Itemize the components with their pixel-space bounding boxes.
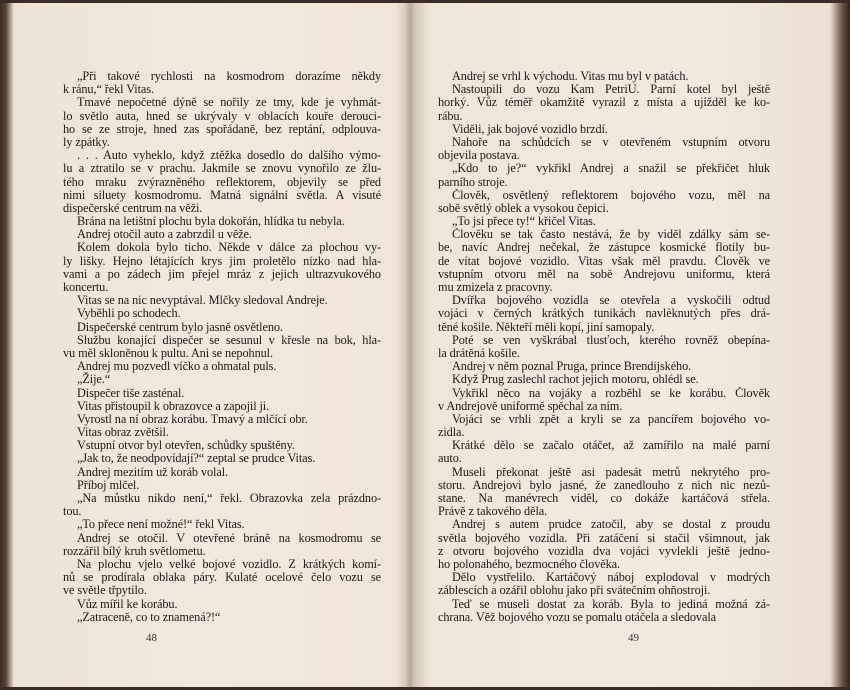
text-line: dispečerské centrum na věži. [63,200,203,215]
text-line: Právě z takového děla. [438,504,548,519]
left-page-text [63,70,381,624]
text-line: la drátěná košile. [438,345,520,360]
text-line: rozzářil bílý kruh světlometu. [63,543,206,558]
text-line: lu a ztratilo se v prachu. Jakmile se znovu vynořilo ze žlu- [63,162,381,176]
text-line: Nahoře na schůdcích se v otevřeném vstupním otvoru [452,135,770,149]
text-line: Vykřikl něco na vojáky a rozběhl se ke korábu. Člověk [452,386,770,400]
left-page [0,0,410,690]
text-line: Vitas se na nic nevyptával. Mlčky sledoval Andreje. [77,293,328,308]
text-line: koncertu. [63,280,109,294]
text-line: de vítat bojové vozidlo. Vitas však měl pravdu. Člověk ve [438,254,770,268]
text-line: Teď se museli dostat za koráb. Byla to jediná možná zá- [452,597,770,611]
text-line: be, navíc Andrej nečekal, že zástupce kosmické flotily bu- [438,241,770,255]
text-line: lo světlo auta, hned se ukrývaly v oblacích kouře derouci- [63,109,381,123]
text-line: Když Prug zaslechl rachot jejich motoru, ohlédl se. [452,372,699,387]
text-line: Andrej otočil auto a zabrzdil u věže. [77,227,252,242]
right-page-text [438,70,770,624]
text-line: „Na můstku nikdo není,“ řekl. Obrazovka zela prázdno- [77,492,381,505]
text-line: vu měl skloněnou k pultu. Ani se nepohnul. [63,345,273,360]
text-line: ly lišky. Hejno létajících krys jim proletělo nízko nad hla- [63,254,381,268]
text-line: Tmavé nepočetné dýně se nořily ze tmy, kde je vyhmát- [77,96,381,110]
text-line: Andrej mezitím už koráb volal. [77,464,229,479]
text-line: parního stroje. [438,174,508,189]
text-line: vojáci v černých krátkých tunikách navlèknutých přes drá- [438,307,770,321]
text-line: Andrej v něm poznal Pruga, prince Brendijského. [452,359,692,374]
text-line: Vstupní otvor byl otevřen, schůdky spuštěny. [77,438,295,453]
text-line: Službu konající dispečer se sesunul v křesle na bok, hla- [77,333,381,347]
right-page [410,0,850,690]
text-line: Andrej s autem prudce zatočil, aby se dostal z proudu [452,518,770,532]
text-line: Poté se ven vyškrábal tlusťoch, kterého rovněž obepína- [452,333,770,347]
text-line: záblescích a ozářil oblohu jako při svátečním ohňostroji. [438,583,711,598]
text-line: „Jak to, že neodpovídají?“ zeptal se prudce Vitas. [77,451,316,466]
text-line: rábu. [438,108,463,123]
text-line: Andrej se otočil. V otevřené bráně na kosmodromu se [77,531,381,545]
text-line: sobě světlý oblek a vysokou čepici. [438,200,609,215]
text-line: ho se ze stroje, hned zas spořádaně, bez reptání, odplouva- [63,122,381,136]
text-line: Příboj mlčel. [77,477,140,492]
text-line: objevila postava. [438,148,520,163]
text-line: auto. [438,451,462,466]
text-line: k ránu,“ řekl Vitas. [63,82,154,97]
text-line: Člověk, osvětlený reflektorem bojového vozu, měl na [452,188,770,202]
text-line: vstupním otvoru měl na sobě Andrejovu uniformu, která [438,267,770,281]
text-line: Kolem dokola bylo ticho. Někde v dálce za plochou vy- [77,241,381,255]
text-line: Vitas přistoupil k obrazovce a zapojil ji. [77,398,270,413]
text-line: z otvoru bojového vozidla dva vojáci vyvlekli ještě jedno- [438,544,770,558]
text-line: vami a po zádech jim přejel mráz z jejich ultrazvukového [63,267,381,281]
text-line: horký. Vůz téměř okamžitě vyrazil z místa a ujížděl ke ko- [438,96,770,110]
text-line: Nastoupili do vozu Kam PetriU. Parní kotel byl ještě [452,83,770,97]
text-line: „Zatraceně, co to znamená?!“ [77,609,221,624]
text-line: tého mraku zvýrazněného reflektorem, objevily se před [63,175,381,189]
text-line: Na plochu vjelo velké bojové vozidlo. Z krátkých komí- [77,557,381,571]
text-line: Vyrostl na ní obraz korábu. Tmavý a mlčící obr. [77,411,308,426]
text-line: Dvířka bojového vozidla se otevřela a vyskočili odtud [452,294,770,308]
text-line: Dispečerské centrum bylo jasně osvětleno. [77,319,283,334]
text-line: Vyběhli po schodech. [77,306,181,321]
text-line: v Andrejově uniformě spěchal za ním. [438,398,623,413]
right-page-number: 49 [628,632,639,644]
text-line: „To jsi přece ty!“ křičel Vitas. [452,214,596,229]
text-line: tou. [63,504,82,519]
text-line: „Kdo to je?“ vykřikl Andrej a snažil se překřičet hluk [452,162,770,176]
text-line: stane. Na manévrech viděl, co dokáže kartáčová střela. [438,492,770,505]
left-page-number: 48 [146,632,157,644]
text-line: ve světle třpytilo. [63,583,147,598]
text-line: storu. Andrejovi bylo jasné, že zanedlouho z nich nic nezů- [438,478,770,492]
text-line: „To přece není možné!“ řekl Vitas. [77,517,245,532]
text-line: ly zpátky. [63,134,110,149]
text-line: Člověku se tak často nestává, že by viděl zdálky sám se- [452,228,770,242]
text-line: Brána na letištní plochu byla dokořán, hlídka tu nebyla. [77,214,345,229]
text-line: Viděli, jak bojové vozidlo brzdí. [452,121,608,136]
text-line: Dělo vystřelilo. Kartáčový náboj explodoval v modrých [452,571,770,585]
text-line: nimi siluety kosmodromu. Matná signální světla. A visuté [63,188,381,202]
text-line: . . . Auto vyheklo, když ztěžka dosedlo do dalšího výmo- [77,149,381,163]
text-line: mu zmizela z pracovny. [438,280,553,294]
text-line: Museli překonat ještě asi padesát metrů nekrytého pro- [452,465,770,479]
text-line: světla bojového vozidla. Při zatáčení si stačil všimnout, jak [438,531,770,545]
text-line: „Při takové rychlosti na kosmodrom dorazíme někdy [77,70,381,83]
text-line: Andrej mu pozvedl víčko a ohmatal puls. [77,359,277,374]
text-line: Dispečer tiše zasténal. [77,385,185,400]
text-line: ho polonahého, bezmocného člověka. [438,556,621,571]
text-line: Andrej se vrhl k východu. Vitas mu byl v patách. [452,69,689,83]
text-line: Vůz mířil ke korábu. [77,596,178,611]
text-line: Krátké dělo se začalo otáčet, až zamířilo na malé parní [452,439,770,453]
text-line: „Žije.“ [77,372,111,387]
text-line: Vojáci se vrhli zpět a kryli se za pancířem bojového vo- [452,412,770,426]
text-line: zidla. [438,425,465,440]
text-line: chrana. Věž bojového vozu se pomalu otáčela a sledovala [438,609,717,624]
text-line: těné košile. Někteří měli kopí, jiní samopaly. [438,319,655,334]
text-line: Vitas obraz zvětšil. [77,425,169,440]
text-line: nů se prodírala oblaka páry. Kulaté ocelové čelo vozu se [63,571,381,585]
